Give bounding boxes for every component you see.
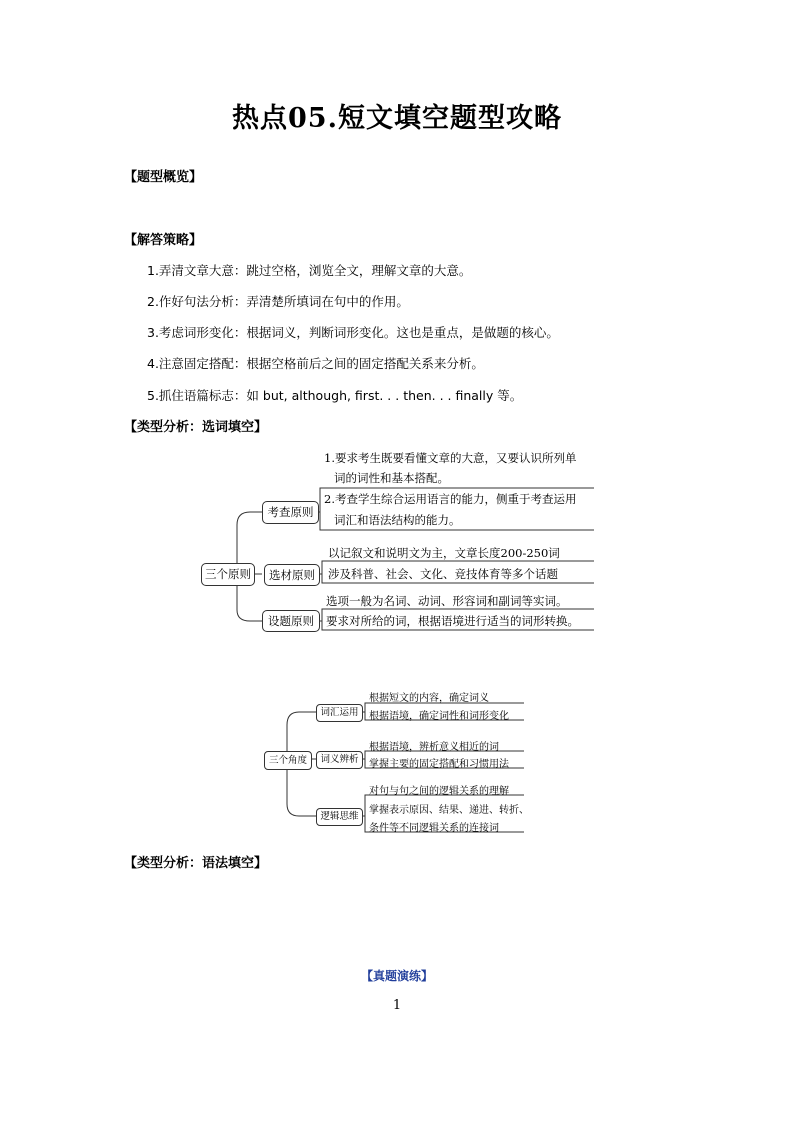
mindmap2-branch-meaning: 词义辨析 (316, 751, 363, 769)
strategy-item: 4.注意固定搭配：根据空格前后之间的固定搭配关系来分析。 (147, 356, 484, 371)
mindmap1-leaf: 词汇和语法结构的能力。 (334, 513, 461, 527)
section-overview-heading: 【题型概览】 (124, 170, 203, 185)
mindmap2-leaf: 掌握表示原因、结果、递进、转折、 (369, 805, 529, 816)
mindmap1-leaf: 词的词性和基本搭配。 (334, 471, 449, 485)
mindmap1-leaf: 2.考查学生综合运用语言的能力，侧重于考查运用 (324, 492, 577, 506)
mindmap1-leaf: 1.要求考生既要看懂文章的大意，又要认识所列单 (324, 451, 577, 465)
mindmap2-leaf: 根据语境，确定词性和词形变化 (369, 711, 509, 722)
mindmap1-leaf: 涉及科普、社会、文化、竞技体育等多个话题 (328, 567, 558, 581)
mindmap2-root: 三个角度 (264, 751, 312, 770)
mindmap2-branch-vocab: 词汇运用 (316, 704, 363, 722)
mindmap1-leaf: 要求对所给的词，根据语境进行适当的词形转换。 (326, 614, 579, 628)
mindmap2-leaf: 掌握主要的固定搭配和习惯用法 (369, 759, 509, 770)
strategy-item: 2.作好句法分析：弄清楚所填词在句中的作用。 (147, 294, 409, 309)
mindmap1-root: 三个原则 (201, 563, 255, 586)
mindmap2-leaf: 对句与句之间的逻辑关系的理解 (369, 786, 509, 797)
page-number: 1 (392, 998, 402, 1013)
mindmap1-leaf: 以记叙文和说明文为主，文章长度200-250词 (328, 546, 560, 560)
mindmap1-leaf: 选项一般为名词、动词、形容词和副词等实词。 (326, 594, 568, 608)
mindmap1-branch-exam: 考查原则 (262, 501, 319, 524)
mindmap2-branch-logic: 逻辑思维 (316, 808, 363, 826)
section-practice-heading: 【真题演练】 (360, 969, 433, 983)
strategy-item: 1.弄清文章大意：跳过空格，浏览全文，理解文章的大意。 (147, 263, 472, 278)
mindmap2-leaf: 条件等不同逻辑关系的连接词 (369, 823, 499, 834)
mindmap2-leaf: 根据语境，辨析意义相近的词 (369, 742, 499, 753)
section-strategy-heading: 【解答策略】 (124, 233, 203, 248)
mindmap1-branch-material: 选材原则 (264, 564, 320, 586)
section-analysis-grammar-heading: 【类型分析：语法填空】 (124, 856, 268, 871)
page-title: 热点05.短文填空题型攻略 (232, 103, 562, 134)
strategy-item: 3.考虑词形变化：根据词义，判断词形变化。这也是重点，是做题的核心。 (147, 325, 559, 340)
mindmap1-branch-design: 设题原则 (262, 610, 320, 632)
section-analysis-vocab-heading: 【类型分析：选词填空】 (124, 420, 268, 435)
mindmap2-leaf: 根据短文的内容，确定词义 (369, 693, 489, 704)
strategy-item: 5.抓住语篇标志：如 but, although, first. . . then. . . finally 等。 (147, 388, 523, 403)
